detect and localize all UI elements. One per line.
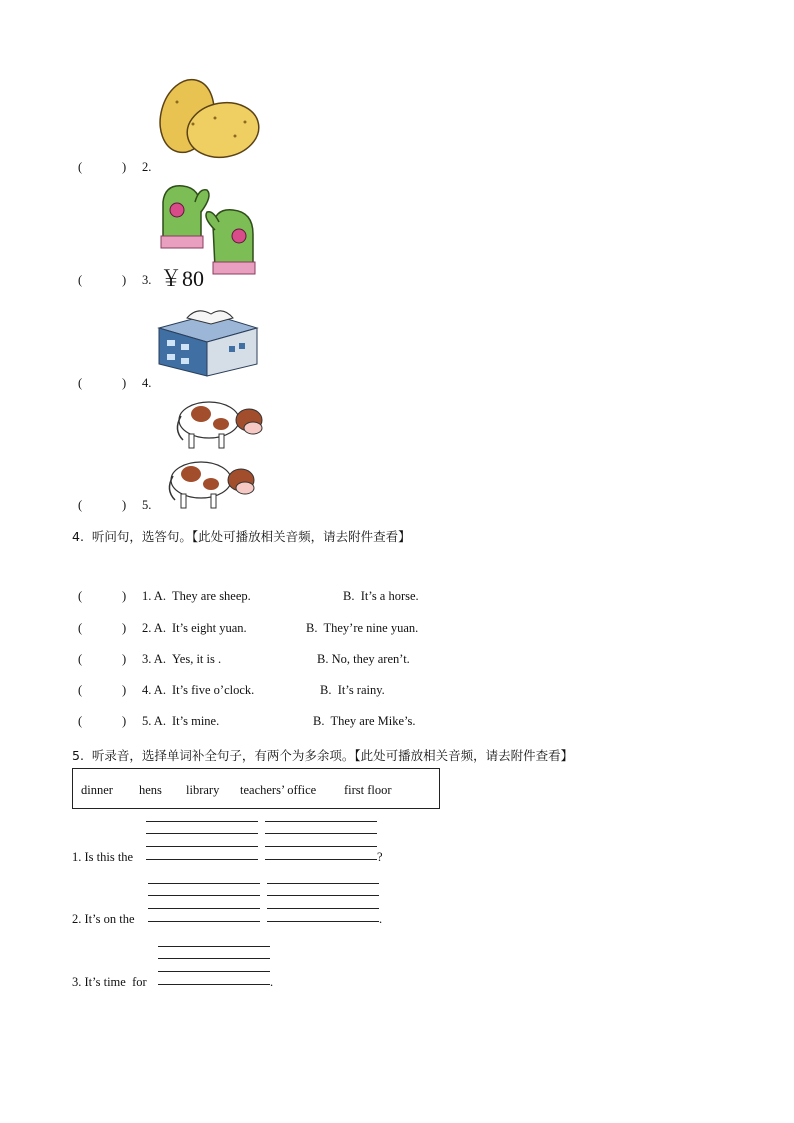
writing-line [148, 895, 260, 896]
sentence-prefix: 1. Is this the [72, 850, 134, 864]
option-b: B. No, they aren’t. [317, 652, 410, 666]
answer-blank[interactable] [158, 984, 270, 985]
library-building-icon [157, 302, 259, 378]
option-b: B. They are Mike’s. [313, 714, 416, 728]
option-a: It’s mine. [172, 714, 220, 728]
item-number: 5. [142, 498, 152, 512]
writing-line [146, 846, 258, 847]
answer-paren-close: ) [122, 273, 127, 287]
question-number: 3. A. [142, 652, 166, 666]
answer-paren-close: ) [122, 621, 127, 635]
writing-line [267, 908, 379, 909]
option-a: They are sheep. [172, 589, 251, 603]
writing-line [267, 883, 379, 884]
option-a: Yes, it is . [172, 652, 222, 666]
question-number: 1. A. [142, 589, 166, 603]
word-bank [72, 768, 440, 809]
writing-line [267, 895, 379, 896]
answer-paren-close: ) [122, 652, 127, 666]
answer-paren-open: ( [78, 714, 83, 728]
sentence-suffix: . [379, 912, 383, 926]
answer-paren-open: ( [78, 652, 83, 666]
answer-paren-close: ) [122, 683, 127, 697]
sentence-prefix: 3. It’s time for [72, 975, 147, 989]
cows-icon [155, 394, 267, 514]
option-a: It’s eight yuan. [172, 621, 247, 635]
word-bank-item: library [186, 783, 220, 797]
writing-line [146, 821, 258, 822]
word-bank-item: first floor [344, 783, 392, 797]
answer-blank[interactable] [267, 921, 379, 922]
answer-blank[interactable] [146, 859, 258, 860]
answer-paren-close: ) [122, 714, 127, 728]
answer-paren-open: ( [78, 589, 83, 603]
item-number: 4. [142, 376, 152, 390]
question-number: 4. A. [142, 683, 166, 697]
writing-line [265, 846, 377, 847]
option-a: It’s five o’clock. [172, 683, 255, 697]
sentence-suffix: . [270, 975, 274, 989]
writing-line [158, 946, 270, 947]
sentence-suffix: ? [377, 850, 383, 864]
answer-paren-open: ( [78, 376, 83, 390]
item-number: 3. [142, 273, 152, 287]
answer-paren-open: ( [78, 621, 83, 635]
answer-paren-open: ( [78, 273, 83, 287]
writing-line [265, 821, 377, 822]
potato-icon [155, 78, 261, 164]
option-b: B. It’s a horse. [343, 589, 419, 603]
word-bank-item: hens [139, 783, 162, 797]
writing-line [148, 883, 260, 884]
word-bank-item: teachers’ office [240, 783, 317, 797]
word-bank-item: dinner [81, 783, 113, 797]
writing-line [158, 971, 270, 972]
answer-blank[interactable] [265, 859, 377, 860]
answer-paren-close: ) [122, 376, 127, 390]
option-b: B. It’s rainy. [320, 683, 385, 697]
option-b: B. They’re nine yuan. [306, 621, 419, 635]
answer-blank[interactable] [148, 921, 260, 922]
answer-paren-close: ) [122, 589, 127, 603]
item-number: 2. [142, 160, 152, 174]
sentence-prefix: 2. It’s on the [72, 912, 135, 926]
answer-paren-open: ( [78, 498, 83, 512]
answer-paren-open: ( [78, 160, 83, 174]
writing-line [148, 908, 260, 909]
question-number: 2. A. [142, 621, 166, 635]
question-number: 5. A. [142, 714, 166, 728]
answer-paren-close: ) [122, 160, 127, 174]
answer-paren-close: ) [122, 498, 127, 512]
writing-line [158, 958, 270, 959]
section-5-title: 5. 听录音，选择单词补全句子，有两个为多余项。【此处可播放相关音频，请去附件查看】 [72, 748, 574, 763]
answer-paren-open: ( [78, 683, 83, 697]
section-4-title: 4. 听问句，选答句。【此处可播放相关音频，请去附件查看】 [72, 529, 411, 544]
price-label: ￥80 [160, 266, 205, 291]
writing-line [265, 833, 377, 834]
writing-line [146, 833, 258, 834]
